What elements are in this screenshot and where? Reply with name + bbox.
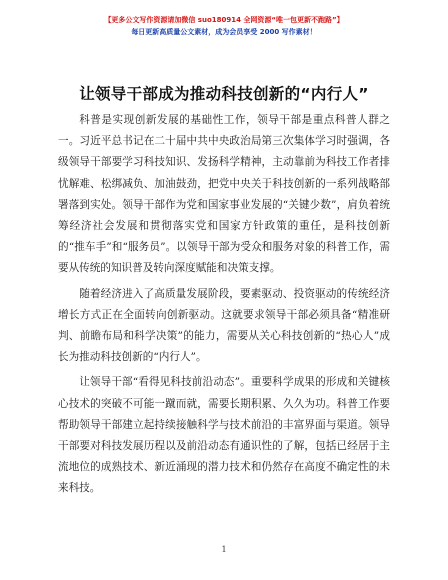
- document-body: [58, 110, 390, 504]
- paragraph-2: 随着经济进入了高质量发展阶段，要素驱动、投资驱动的传统经济增长方式正在全面转向创新驱动。这就要求领导干部必须具备“精准研判、前瞻布局和科学决策”的能力，需要从关心科技创新的“热心人”成长为推动科技创新的“内行人”。: [58, 287, 390, 364]
- header-ad-line-1[interactable]: 【更多公文写作资源请加微信 suo180914 全网资源“唯一包更新不跑路”】: [104, 16, 344, 24]
- document-title: 让领导干部成为推动科技创新的“内行人”: [79, 85, 369, 103]
- paragraph-3: 让领导干部“看得见科技前沿动态”。重要科学成果的形成和关键核心技术的突破不可能一蹴而就，需要长期积累、久久为功。科普工作要帮助领导干部建立起持续接触科学与技术前沿的丰富界面与渠道。领导干部要对科技发展历程以及前沿动态有通识性的了解，包括已经居于主流地位的成熟技术、新近涌现的潜力技术和仍然存在高度不确定性的未来科技。: [58, 376, 390, 495]
- paragraph-1: 科普是实现创新发展的基础性工作，领导干部是重点科普人群之一。习近平总书记在二十届中共中央政治局第三次集体学习时强调，各级领导干部要学习科技知识、发扬科学精神，主动靠前为科技工作者排忧解难、松绑减负、加油鼓劲，把党中央关于科技创新的一系列战略部署落到实处。领导干部作为党和国家事业发展的“关键少数”，肩负着统筹经济社会发展和贯彻落实党和国家方针政策的重任，是科技创新的“推车手”和“服务员”。以领导干部为受众和服务对象的科普工作，需要从传统的知识普及转向深度赋能和决策支撑。: [58, 114, 390, 275]
- header-ad: [0, 14, 448, 38]
- header-ad-line-2[interactable]: 每日更新高质量公文素材，成为会员享受 2000 写作素材！: [131, 28, 317, 36]
- page-number: 1: [221, 545, 227, 554]
